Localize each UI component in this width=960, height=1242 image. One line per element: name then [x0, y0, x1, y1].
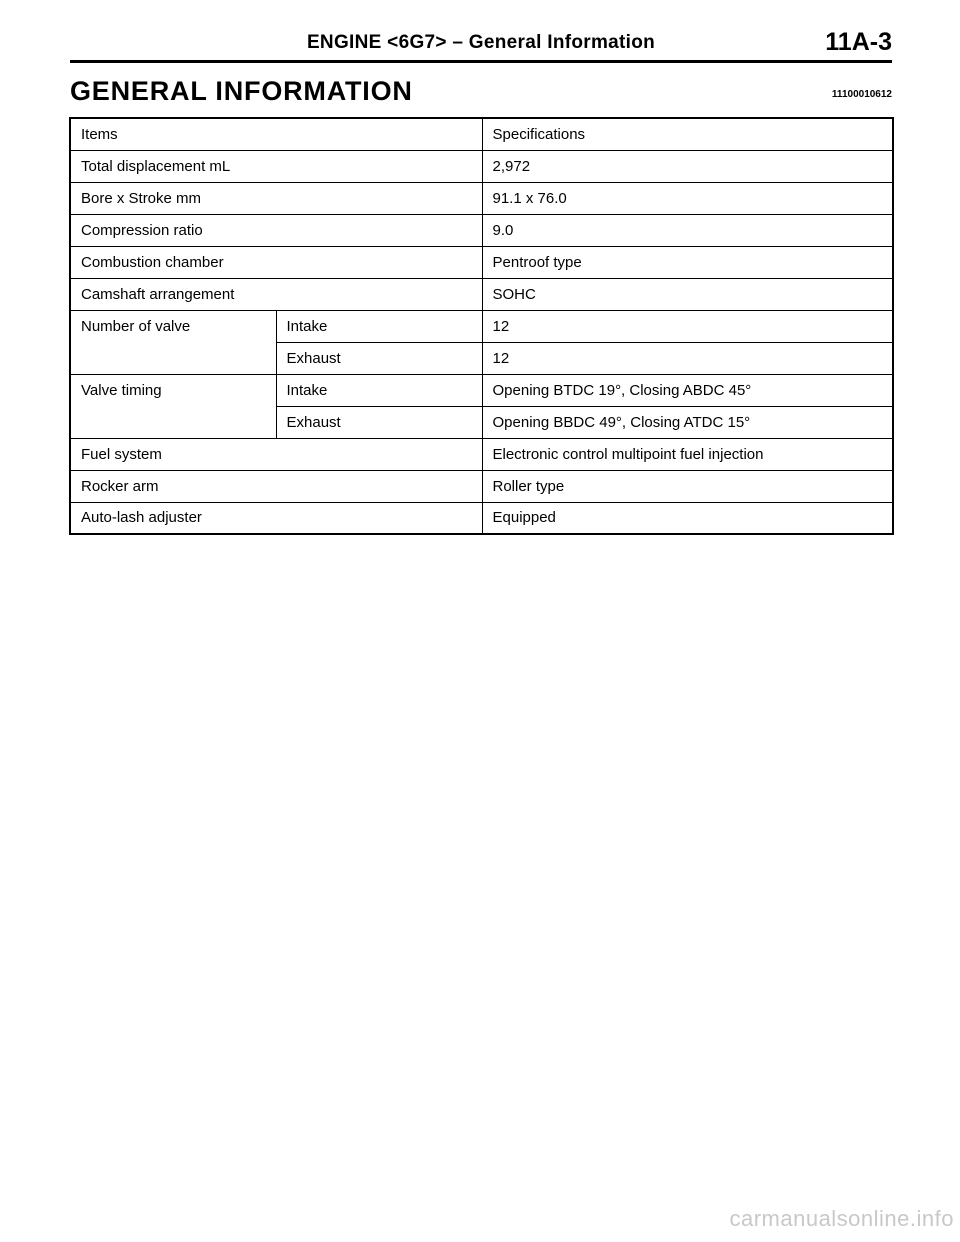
table-row — [70, 278, 893, 310]
row-value: 2,972 — [482, 150, 893, 182]
header-specs: Specifications — [482, 118, 893, 150]
table-row — [70, 150, 893, 182]
row-value: 91.1 x 76.0 — [482, 182, 893, 214]
footer-watermark: carmanualsonline.info — [729, 1206, 954, 1231]
row-sublabel: Intake — [276, 310, 482, 342]
table-row — [70, 214, 893, 246]
table-row — [70, 374, 893, 406]
section-id: 11100010612 — [831, 89, 892, 100]
header-items: Items — [70, 118, 482, 150]
row-label: Auto-lash adjuster — [70, 502, 482, 534]
table-row — [70, 182, 893, 214]
section-title: GENERAL INFORMATION — [70, 76, 413, 106]
row-label: Number of valve — [70, 310, 276, 374]
row-label: Camshaft arrangement — [70, 278, 482, 310]
row-value: Electronic control multipoint fuel injection — [482, 438, 893, 470]
row-value: SOHC — [482, 278, 893, 310]
table-row — [70, 246, 893, 278]
page-header — [70, 28, 892, 63]
row-label: Compression ratio — [70, 214, 482, 246]
row-value: 12 — [482, 310, 893, 342]
table-row — [70, 438, 893, 470]
row-value: Opening BTDC 19°, Closing ABDC 45° — [482, 374, 893, 406]
row-label: Combustion chamber — [70, 246, 482, 278]
table-row — [70, 470, 893, 502]
row-value: 12 — [482, 342, 893, 374]
row-label: Bore x Stroke mm — [70, 182, 482, 214]
row-value: Pentroof type — [482, 246, 893, 278]
row-value: Roller type — [482, 470, 893, 502]
spec-table — [69, 117, 894, 535]
row-label: Rocker arm — [70, 470, 482, 502]
table-row — [70, 310, 893, 342]
table-header-row — [70, 118, 893, 150]
row-value: Equipped — [482, 502, 893, 534]
header-title: ENGINE <6G7> – General Information — [306, 32, 656, 53]
page-code: 11A-3 — [825, 28, 892, 56]
row-sublabel: Intake — [276, 374, 482, 406]
row-value: Opening BBDC 49°, Closing ATDC 15° — [482, 406, 893, 438]
table-row — [70, 502, 893, 534]
row-sublabel: Exhaust — [276, 342, 482, 374]
row-sublabel: Exhaust — [276, 406, 482, 438]
row-label: Fuel system — [70, 438, 482, 470]
row-label: Valve timing — [70, 374, 276, 438]
row-label: Total displacement mL — [70, 150, 482, 182]
row-value: 9.0 — [482, 214, 893, 246]
